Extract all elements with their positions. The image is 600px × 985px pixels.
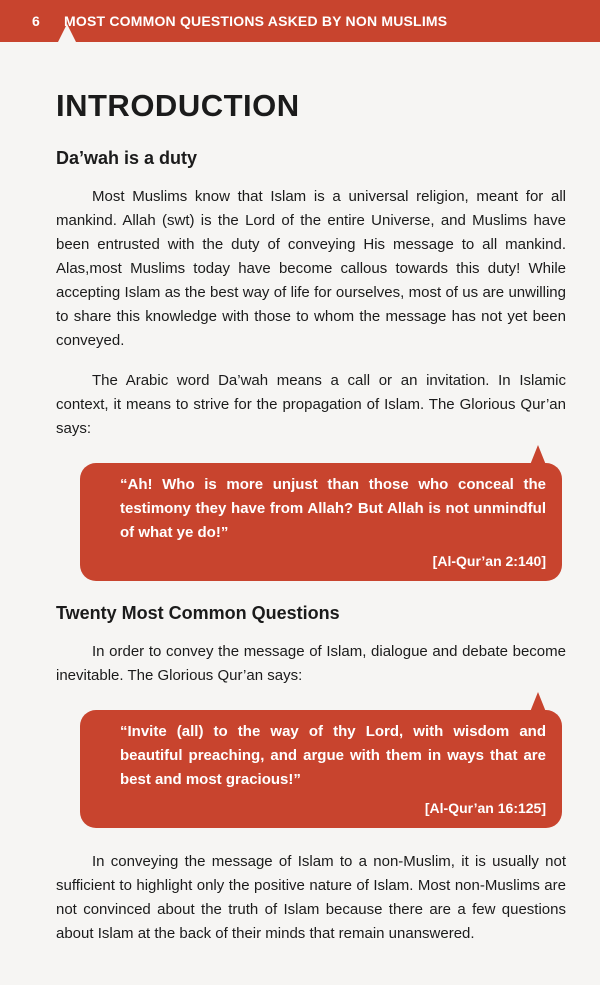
header-notch [58,24,76,42]
quote-text-2: “Invite (all) to the way of thy Lord, with wisdom and beautiful preaching, and argue with them in ways that are best and most gracious!” [120,723,546,788]
running-title: MOST COMMON QUESTIONS ASKED BY NON MUSLIMS [64,13,448,29]
chapter-heading: INTRODUCTION [56,88,300,123]
subheading-common-questions: Twenty Most Common Questions [56,603,340,623]
paragraph-3: In order to convey the message of Islam, dialogue and debate become inevitable. The Glorious Qur’an says: [56,643,566,684]
quote-reference-1: [Al-Qur’an 2:140] [432,553,546,569]
quote-reference-2: [Al-Qur’an 16:125] [424,800,546,816]
quote-box-1 [80,463,562,581]
quote-box-2 [80,710,562,828]
page-content [56,88,566,946]
quote-text-1: “Ah! Who is more unjust than those who conceal the testimony they have from Allah? But Allah is not unmindful of what ye do!” [120,476,546,541]
quote-tail [530,692,546,712]
quote-tail [530,445,546,465]
page-number: 6 [32,13,40,29]
paragraph-4: In conveying the message of Islam to a non-Muslim, it is usually not sufficient to highlight only the positive nature of Islam. Most non-Muslims are not convinced about the truth of Islam because there are a few questions about Islam at the back of their minds that remain unanswered. [56,853,566,942]
running-header [0,0,600,42]
paragraph-2: The Arabic word Da’wah means a call or an invitation. In Islamic context, it means to strive for the propagation of Islam. The Glorious Qur’an says: [56,372,566,437]
paragraph-1: Most Muslims know that Islam is a universal religion, meant for all mankind. Allah (swt) is the Lord of the entire Universe, and Muslims have been entrusted with the duty of conveying His message to all mankind. Alas,most Muslims today have become callous towards this duty! While accepting Islam as the best way of life for ourselves, most of us are unwilling to share this knowledge with those to whom the message has not yet been conveyed. [56,188,566,349]
subheading-dawah-duty: Da’wah is a duty [56,148,198,168]
